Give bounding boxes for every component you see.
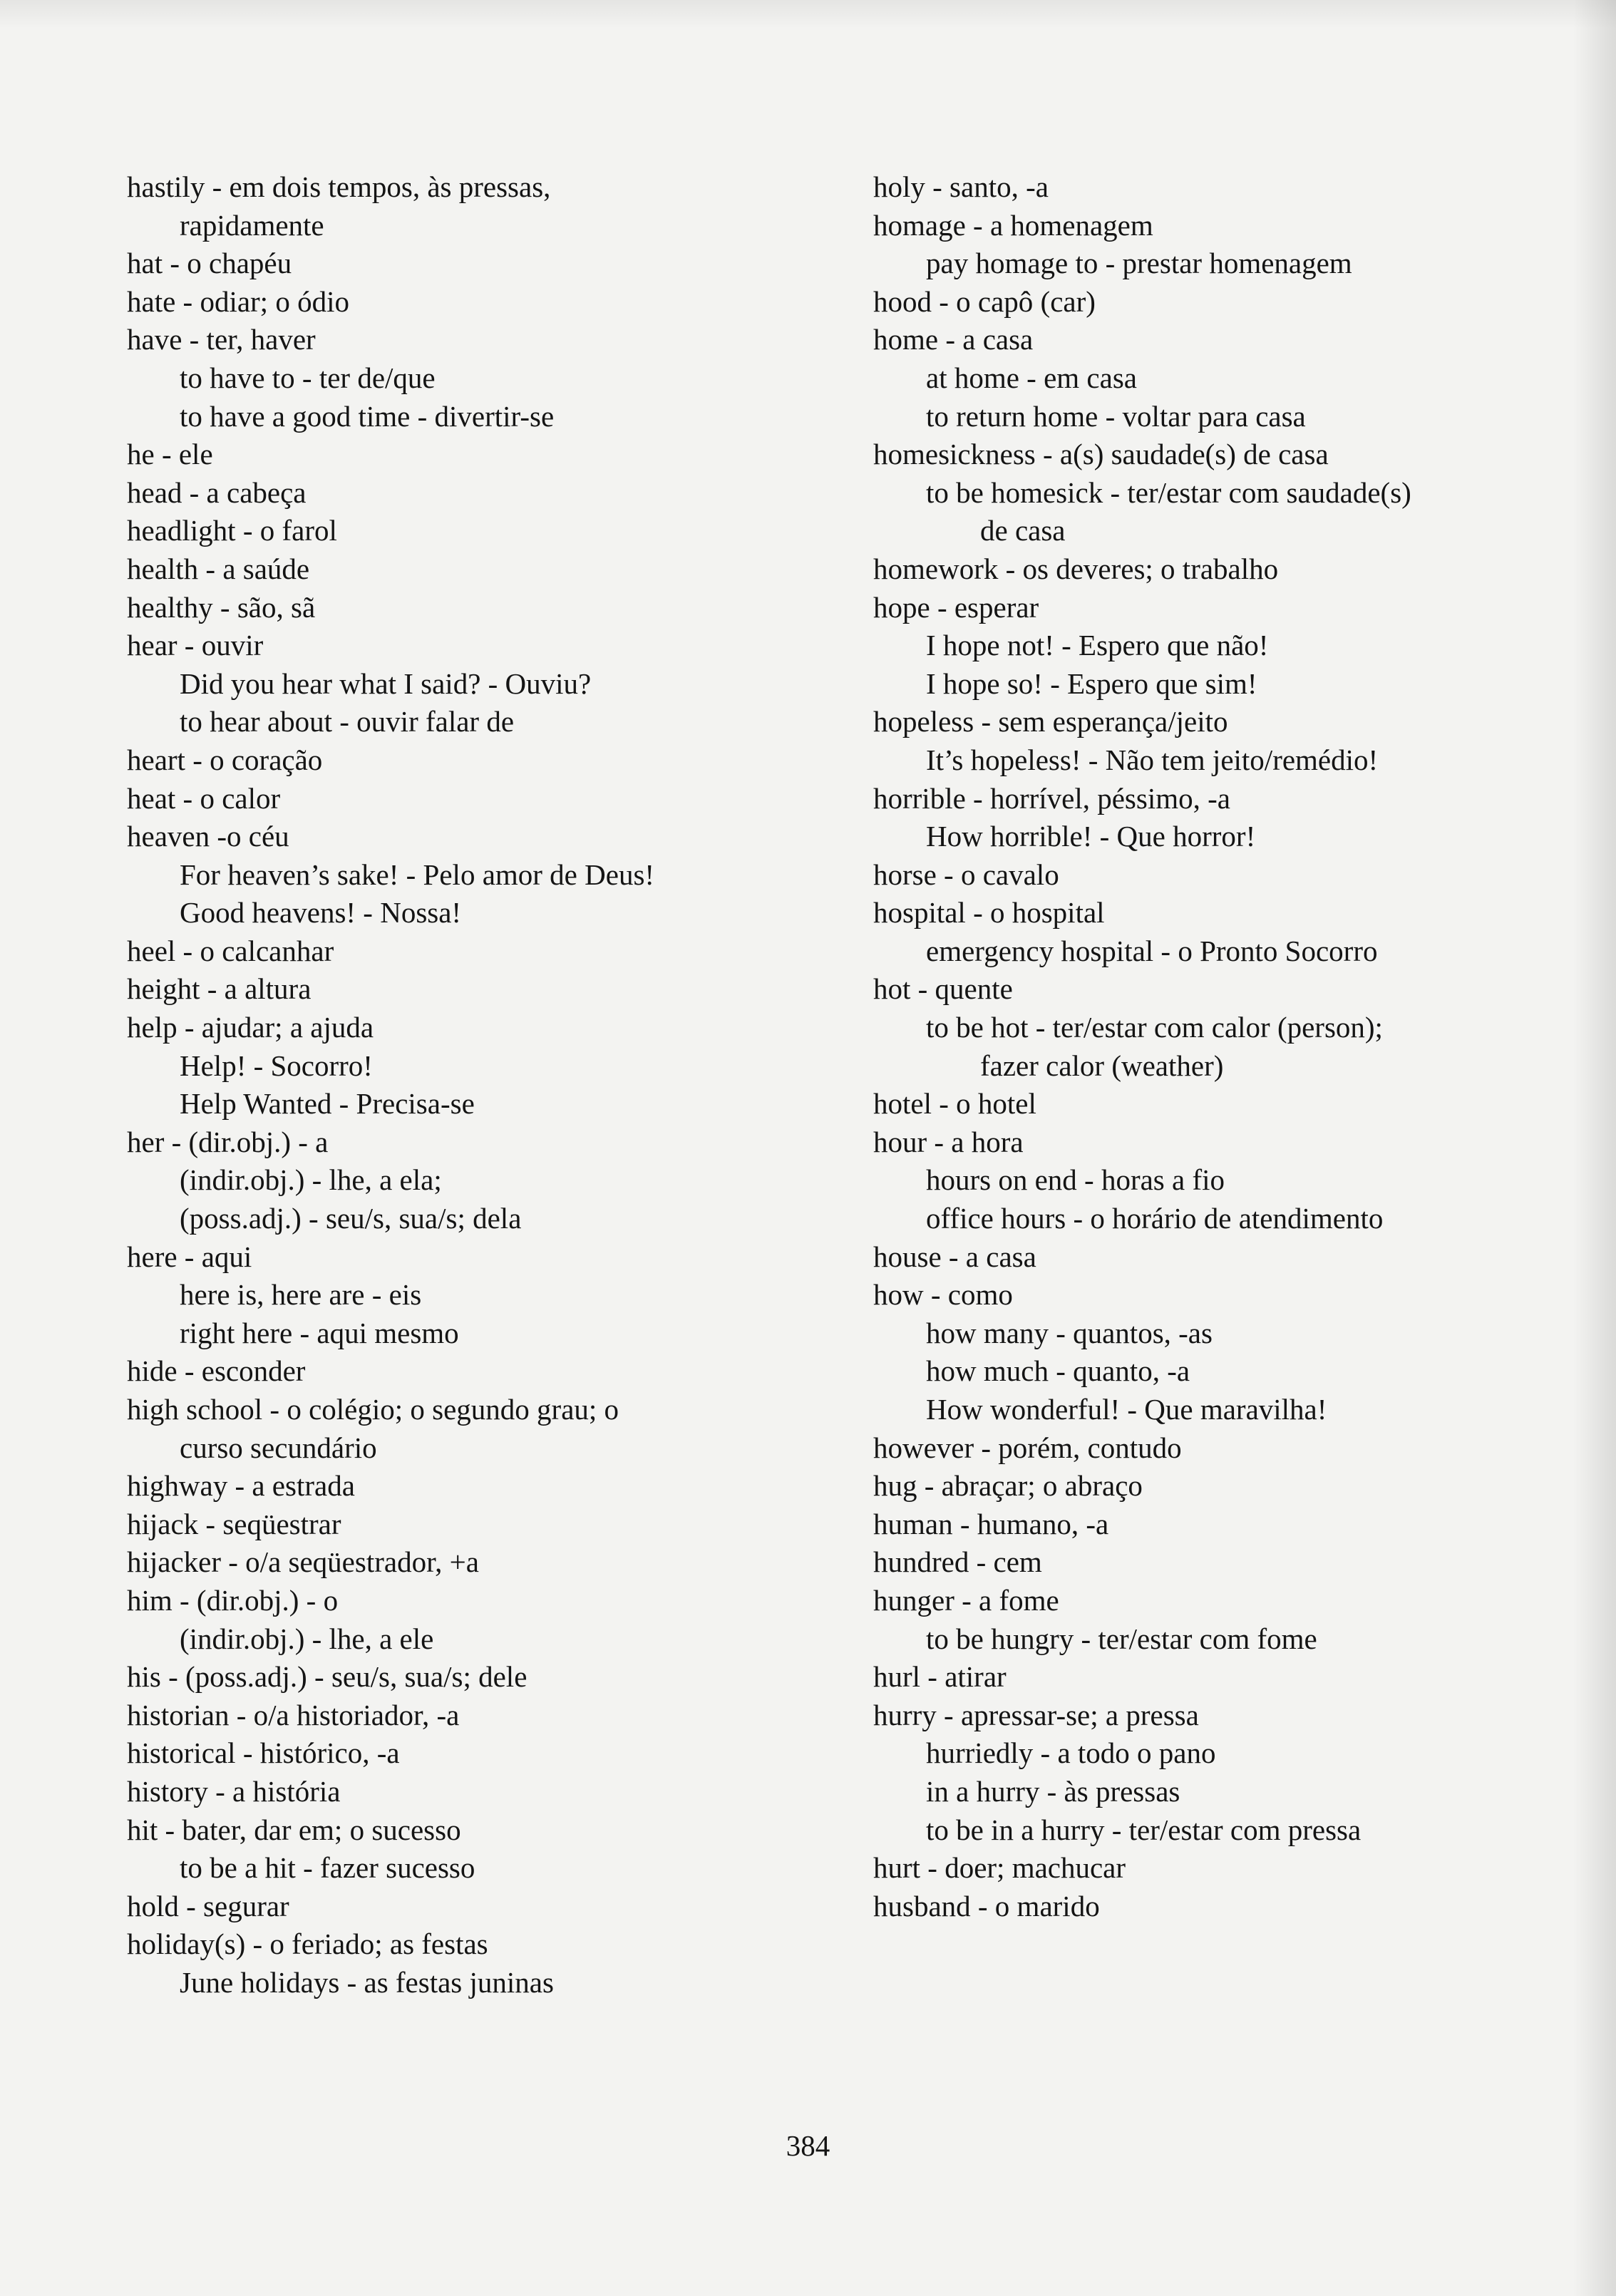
glossary-subentry-line: For heaven’s sake! - Pelo amor de Deus!: [180, 858, 655, 891]
glossary-headword-line: help - ajudar; a ajuda: [127, 1011, 374, 1044]
glossary-subentry-line: to be hungry - ter/estar com fome: [926, 1622, 1317, 1655]
glossary-subentry-line: How wonderful! - Que maravilha!: [926, 1393, 1327, 1426]
glossary-subentry-line: hurriedly - a todo o pano: [926, 1736, 1216, 1770]
glossary-headword-line: horse - o cavalo: [873, 858, 1059, 891]
glossary-headword-line: hate - odiar; o ódio: [127, 284, 349, 318]
glossary-headword-line: he - ele: [127, 438, 213, 471]
glossary-headword-line: hold - segurar: [127, 1889, 289, 1922]
glossary-headword-line: history - a história: [127, 1774, 341, 1808]
glossary-headword-line: have - ter, haver: [127, 323, 316, 356]
glossary-subentry-line: curso secundário: [180, 1431, 377, 1464]
glossary-headword-line: hopeless - sem esperança/jeito: [873, 705, 1228, 738]
glossary-headword-line: hour - a hora: [873, 1125, 1024, 1158]
glossary-subentry-line: I hope so! - Espero que sim!: [926, 666, 1257, 700]
glossary-headword-line: hot - quente: [873, 972, 1013, 1006]
glossary-headword-line: hope - esperar: [873, 590, 1039, 624]
glossary-headword-line: him - (dir.obj.) - o: [127, 1583, 339, 1617]
glossary-headword-line: human - humano, -a: [873, 1507, 1109, 1540]
glossary-headword-line: how - como: [873, 1278, 1013, 1312]
glossary-headword-line: heart - o coração: [127, 743, 323, 776]
glossary-headword-line: hunger - a fome: [873, 1583, 1059, 1617]
glossary-subentry-line: office hours - o horário de atendimento: [926, 1202, 1384, 1235]
glossary-headword-line: hotel - o hotel: [873, 1087, 1036, 1121]
glossary-subentry-line: Help! - Socorro!: [180, 1049, 373, 1082]
glossary-column-left: [127, 168, 840, 2002]
glossary-headword-line: height - a altura: [127, 972, 312, 1006]
glossary-headword-line: horrible - horrível, péssimo, -a: [873, 781, 1230, 815]
glossary-headword-line: heel - o calcanhar: [127, 934, 334, 967]
glossary-subentry-line: June holidays - as festas juninas: [180, 1965, 554, 1999]
glossary-headword-line: headlight - o farol: [127, 514, 337, 547]
glossary-subentry-line: (indir.obj.) - lhe, a ele: [180, 1622, 434, 1655]
glossary-headword-line: health - a saúde: [127, 552, 310, 585]
glossary-headword-line: home - a casa: [873, 323, 1034, 356]
glossary-headword-line: hurt - doer; machucar: [873, 1851, 1126, 1885]
glossary-headword-line: hide - esconder: [127, 1354, 306, 1388]
glossary-headword-line: heaven -o céu: [127, 820, 289, 853]
glossary-subentry-line: hours on end - horas a fio: [926, 1163, 1225, 1197]
glossary-subentry-line: How horrible! - Que horror!: [926, 820, 1256, 853]
glossary-subentry-line: to return home - voltar para casa: [926, 399, 1306, 433]
glossary-headword-line: hug - abraçar; o abraço: [873, 1469, 1143, 1503]
glossary-headword-line: hood - o capô (car): [873, 284, 1096, 318]
glossary-headword-line: hijack - seqüestrar: [127, 1507, 341, 1540]
glossary-headword-line: house - a casa: [873, 1240, 1036, 1273]
glossary-subentry-line: at home - em casa: [926, 361, 1137, 394]
glossary-headword-line: historian - o/a historiador, -a: [127, 1698, 460, 1731]
glossary-headword-line: holiday(s) - o feriado; as festas: [127, 1927, 488, 1961]
glossary-subentry-line: to have a good time - divertir-se: [180, 399, 555, 433]
glossary-headword-line: his - (poss.adj.) - seu/s, sua/s; dele: [127, 1660, 527, 1694]
glossary-subentry-line: Did you hear what I said? - Ouviu?: [180, 666, 592, 700]
glossary-headword-line: high school - o colégio; o segundo grau; o: [127, 1393, 619, 1426]
page-number: 384: [786, 2129, 830, 2162]
glossary-headword-line: hear - ouvir: [127, 629, 264, 662]
glossary-headword-line: hospital - o hospital: [873, 896, 1105, 930]
glossary-subentry-line: to hear about - ouvir falar de: [180, 705, 515, 738]
glossary-subentry-line: in a hurry - às pressas: [926, 1774, 1180, 1808]
glossary-subentry-line: how many - quantos, -as: [926, 1316, 1213, 1349]
glossary-subentry-line: how much - quanto, -a: [926, 1354, 1190, 1388]
glossary-headword-line: hundred - cem: [873, 1545, 1042, 1579]
glossary-subentry-line: I hope not! - Espero que não!: [926, 629, 1269, 662]
glossary-headword-line: heat - o calor: [127, 781, 281, 815]
glossary-subentry-line: pay homage to - prestar homenagem: [926, 247, 1352, 280]
glossary-headword-line: highway - a estrada: [127, 1469, 355, 1503]
glossary-subentry-line: rapidamente: [180, 208, 324, 242]
glossary-headword-line: here - aqui: [127, 1240, 252, 1273]
glossary-headword-line: hit - bater, dar em; o sucesso: [127, 1813, 461, 1846]
glossary-subentry-line: emergency hospital - o Pronto Socorro: [926, 934, 1378, 967]
glossary-subentry-line: It’s hopeless! - Não tem jeito/remédio!: [926, 743, 1379, 776]
glossary-headword-line: hijacker - o/a seqüestrador, +a: [127, 1545, 479, 1579]
page-edge-shadow-top: [0, 0, 1616, 29]
glossary-headword-line: hat - o chapéu: [127, 247, 292, 280]
glossary-headword-line: homage - a homenagem: [873, 208, 1153, 242]
glossary-column-right: [873, 168, 1586, 1925]
glossary-subentry-line: to have to - ter de/que: [180, 361, 436, 394]
glossary-headword-line: holy - santo, -a: [873, 170, 1049, 203]
glossary-headword-line: husband - o marido: [873, 1889, 1100, 1922]
glossary-subentry-line: to be a hit - fazer sucesso: [180, 1851, 475, 1885]
glossary-headword-line: historical - histórico, -a: [127, 1736, 400, 1770]
glossary-subentry-line: (indir.obj.) - lhe, a ela;: [180, 1163, 442, 1197]
glossary-subentry-line: de casa: [980, 514, 1066, 547]
glossary-subentry-line: to be in a hurry - ter/estar com pressa: [926, 1813, 1362, 1846]
glossary-subentry-line: right here - aqui mesmo: [180, 1316, 459, 1349]
glossary-headword-line: hurl - atirar: [873, 1660, 1007, 1694]
glossary-subentry-line: here is, here are - eis: [180, 1278, 422, 1312]
glossary-subentry-line: to be hot - ter/estar com calor (person);: [926, 1011, 1383, 1044]
glossary-subentry-line: Good heavens! - Nossa!: [180, 896, 462, 930]
glossary-headword-line: homesickness - a(s) saudade(s) de casa: [873, 438, 1329, 471]
glossary-subentry-line: (poss.adj.) - seu/s, sua/s; dela: [180, 1202, 522, 1235]
glossary-subentry-line: fazer calor (weather): [980, 1049, 1224, 1082]
glossary-headword-line: her - (dir.obj.) - a: [127, 1125, 329, 1158]
glossary-headword-line: however - porém, contudo: [873, 1431, 1182, 1464]
glossary-headword-line: hastily - em dois tempos, às pressas,: [127, 170, 551, 203]
glossary-headword-line: homework - os deveres; o trabalho: [873, 552, 1279, 585]
glossary-headword-line: hurry - apressar-se; a pressa: [873, 1698, 1199, 1731]
glossary-headword-line: healthy - são, sã: [127, 590, 316, 624]
glossary-subentry-line: to be homesick - ter/estar com saudade(s): [926, 475, 1411, 509]
glossary-subentry-line: Help Wanted - Precisa-se: [180, 1087, 475, 1121]
glossary-headword-line: head - a cabeça: [127, 475, 307, 509]
